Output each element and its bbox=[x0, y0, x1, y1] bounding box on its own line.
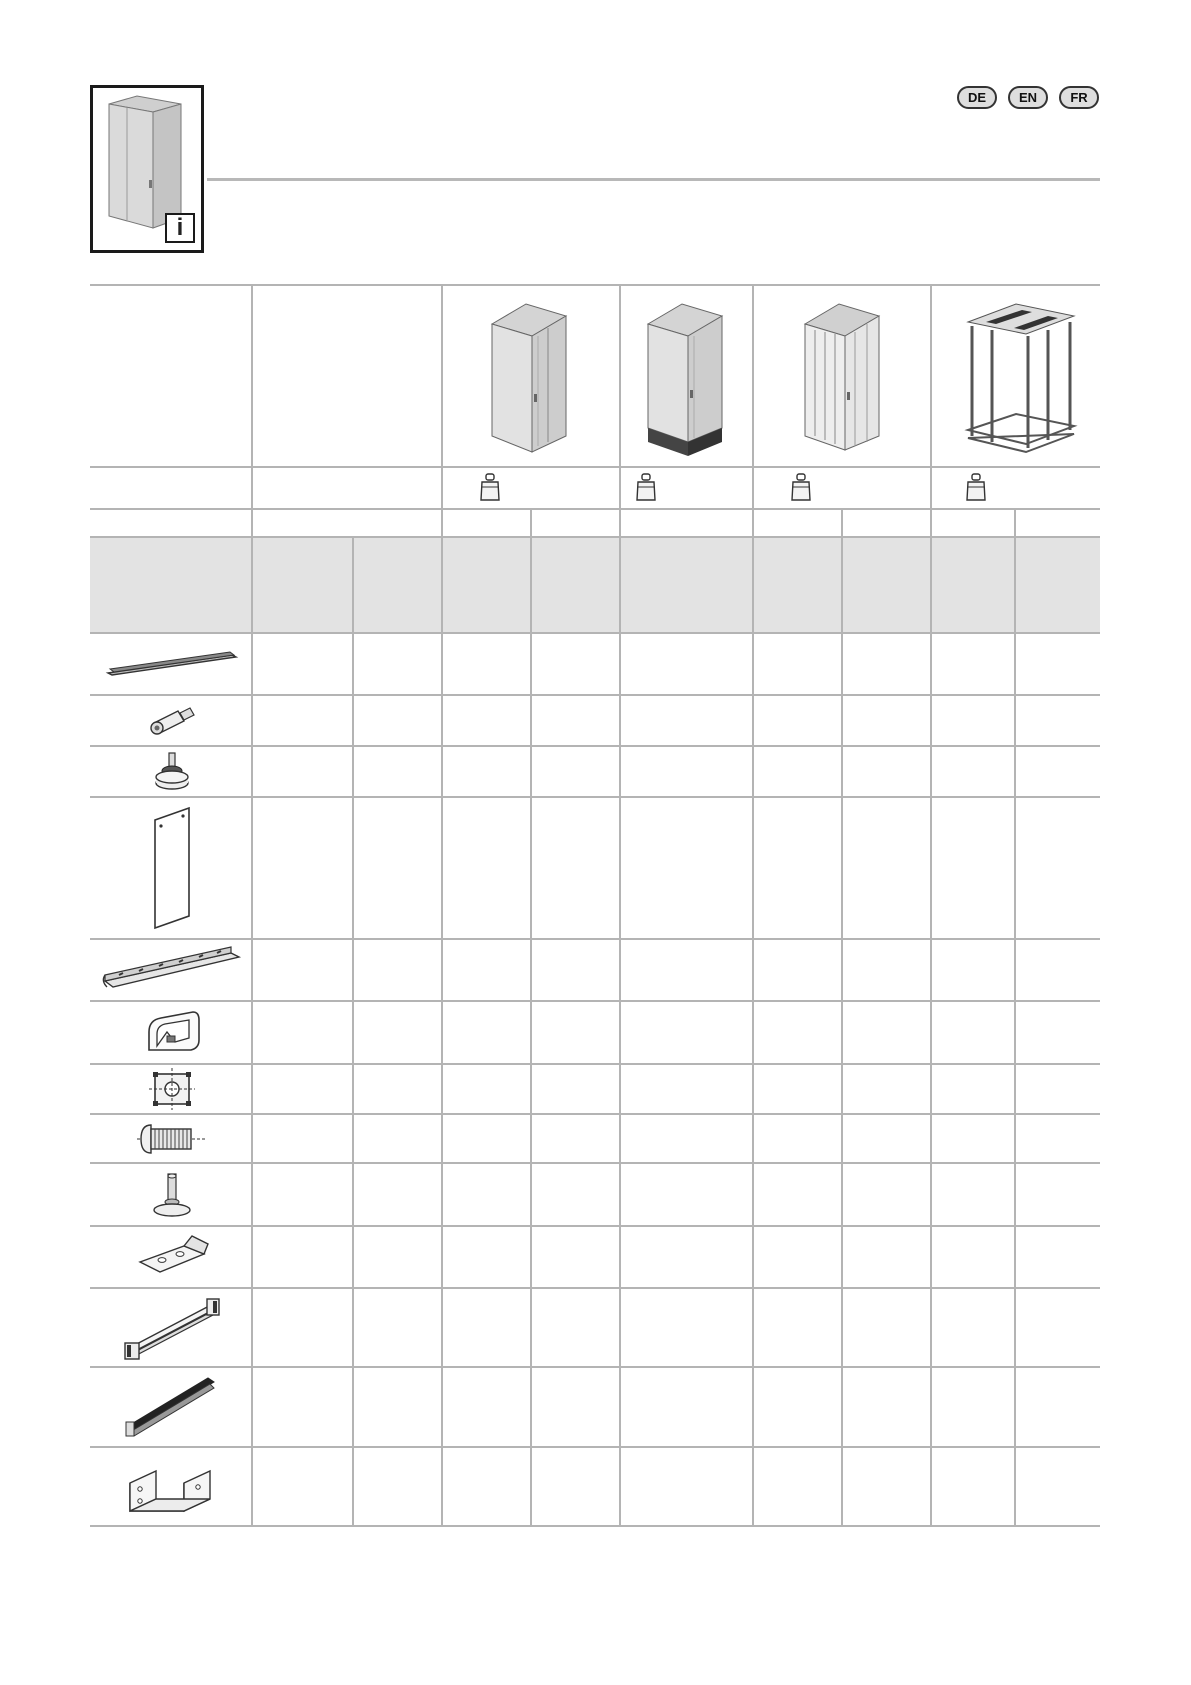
side-panel-icon bbox=[92, 798, 251, 938]
levelling-foot-icon bbox=[92, 747, 251, 796]
table-column-rule bbox=[530, 508, 532, 1527]
perforated-cabinet-image bbox=[795, 296, 905, 454]
cabinet-info-icon bbox=[90, 85, 204, 253]
cable-bar-icon bbox=[92, 1289, 251, 1366]
u-bracket-icon bbox=[92, 1448, 251, 1525]
table-column-rule bbox=[619, 284, 621, 1527]
weight-icon bbox=[478, 472, 502, 502]
plinth-cabinet-image bbox=[636, 296, 746, 466]
table-column-rule bbox=[752, 284, 754, 1527]
bracket-icon bbox=[92, 1227, 251, 1287]
table-rule bbox=[90, 536, 1100, 538]
table-column-rule bbox=[1014, 508, 1016, 1527]
glass-door-cabinet-image bbox=[480, 296, 590, 454]
table-rule bbox=[90, 508, 1100, 510]
table-header-row bbox=[90, 538, 1100, 632]
brush-strip-icon bbox=[92, 1368, 251, 1446]
language-badge-de[interactable]: DE bbox=[957, 86, 997, 109]
cable-strip-icon bbox=[92, 634, 251, 694]
table-column-rule bbox=[930, 284, 932, 1527]
table-rule bbox=[90, 466, 1100, 468]
open-rack-image bbox=[962, 300, 1080, 456]
weight-icon bbox=[964, 472, 988, 502]
info-badge: i bbox=[165, 213, 195, 243]
cable-clip-icon bbox=[92, 1002, 251, 1063]
foot-icon bbox=[92, 1164, 251, 1225]
weight-icon bbox=[789, 472, 813, 502]
screw-icon bbox=[92, 1115, 251, 1162]
profile-rail-icon bbox=[92, 940, 251, 1000]
cage-nut-icon bbox=[92, 1065, 251, 1113]
header-rule bbox=[207, 178, 1100, 181]
table-column-rule bbox=[251, 284, 253, 1527]
table-column-rule bbox=[841, 508, 843, 1527]
weight-icon bbox=[634, 472, 658, 502]
table-column-rule bbox=[352, 536, 354, 1527]
table-rule bbox=[90, 1525, 1100, 1527]
table-rule bbox=[90, 284, 1100, 286]
language-badge-fr[interactable]: FR bbox=[1059, 86, 1099, 109]
spacer-bolt-icon bbox=[92, 696, 251, 745]
table-column-rule bbox=[441, 284, 443, 1527]
language-badge-en[interactable]: EN bbox=[1008, 86, 1048, 109]
